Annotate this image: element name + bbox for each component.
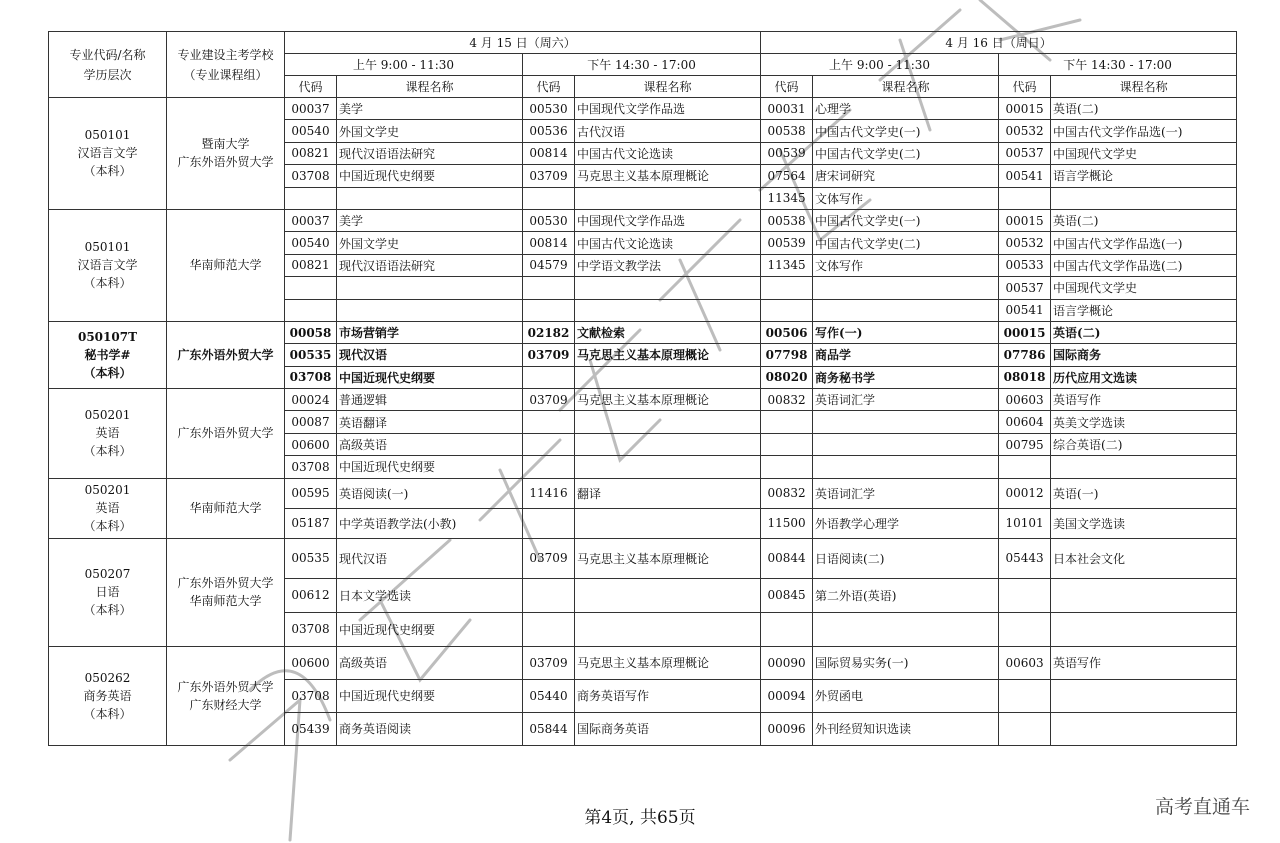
- course-code: [523, 411, 575, 433]
- course-name: [813, 277, 999, 299]
- course-code: 00506: [761, 321, 813, 343]
- major-cell: 050107T 秘书学# （本科）: [49, 321, 167, 388]
- course-name: 外国文学史: [337, 232, 523, 254]
- major-cell: 050201 英语 （本科）: [49, 478, 167, 538]
- course-code: 05439: [285, 712, 337, 745]
- course-name: 中国古代文学史(二): [813, 232, 999, 254]
- header-course: 课程名称: [337, 76, 523, 98]
- course-name: [1051, 712, 1237, 745]
- course-code: 11416: [523, 478, 575, 508]
- course-name: [813, 612, 999, 646]
- course-name: [1051, 612, 1237, 646]
- table-row: [49, 209, 1237, 231]
- header-day2: 4 月 16 日（周日）: [761, 32, 1237, 54]
- course-code: 10101: [999, 508, 1051, 538]
- course-code: 00094: [761, 679, 813, 712]
- course-code: 05440: [523, 679, 575, 712]
- course-code: 00832: [761, 478, 813, 508]
- course-code: [285, 187, 337, 209]
- table-row: [49, 98, 1237, 120]
- course-name: 商品学: [813, 344, 999, 366]
- course-name: 中国古代文学史(一): [813, 120, 999, 142]
- course-code: 00600: [285, 646, 337, 679]
- course-name: [813, 433, 999, 455]
- course-name: 国际商务: [1051, 344, 1237, 366]
- course-name: 英语写作: [1051, 389, 1237, 411]
- course-name: 国际商务英语: [575, 712, 761, 745]
- school-cell: 广东外语外贸大学: [167, 389, 285, 479]
- header-major: 专业代码/名称 学历层次: [49, 32, 167, 98]
- course-code: 00537: [999, 277, 1051, 299]
- header-day2-pm: 下午 14:30 - 17:00: [999, 54, 1237, 76]
- course-name: 马克思主义基本原理概论: [575, 344, 761, 366]
- course-name: 商务英语写作: [575, 679, 761, 712]
- table-row: [49, 321, 1237, 343]
- course-name: [813, 299, 999, 321]
- course-name: [575, 456, 761, 478]
- school-cell: 华南师范大学: [167, 478, 285, 538]
- course-code: 00015: [999, 209, 1051, 231]
- course-name: 第二外语(英语): [813, 578, 999, 612]
- course-name: 外贸函电: [813, 679, 999, 712]
- course-name: 高级英语: [337, 433, 523, 455]
- course-name: 现代汉语语法研究: [337, 142, 523, 164]
- course-name: [575, 277, 761, 299]
- course-name: [337, 187, 523, 209]
- course-name: 中国现代文学史: [1051, 142, 1237, 164]
- course-name: 中国现代文学史: [1051, 277, 1237, 299]
- school-cell: 广东外语外贸大学 广东财经大学: [167, 646, 285, 745]
- major-cell: 050262 商务英语 （本科）: [49, 646, 167, 745]
- course-code: 00603: [999, 389, 1051, 411]
- course-name: 中国现代文学作品选: [575, 209, 761, 231]
- course-code: 00539: [761, 142, 813, 164]
- course-code: [523, 508, 575, 538]
- course-name: 现代汉语: [337, 344, 523, 366]
- course-code: 00015: [999, 321, 1051, 343]
- course-code: 00533: [999, 254, 1051, 276]
- course-code: 00096: [761, 712, 813, 745]
- page-number: 第4页, 共65页: [584, 808, 696, 828]
- course-code: 00541: [999, 165, 1051, 187]
- course-code: [523, 187, 575, 209]
- course-code: 00540: [285, 120, 337, 142]
- course-name: 英语翻译: [337, 411, 523, 433]
- course-name: 综合英语(二): [1051, 433, 1237, 455]
- course-name: 中国现代文学作品选: [575, 98, 761, 120]
- course-code: 00012: [999, 478, 1051, 508]
- course-code: [999, 679, 1051, 712]
- major-cell: 050207 日语 （本科）: [49, 538, 167, 646]
- course-code: 00535: [285, 538, 337, 578]
- course-code: [523, 299, 575, 321]
- course-code: 03708: [285, 366, 337, 388]
- school-cell: 广东外语外贸大学: [167, 321, 285, 388]
- course-code: 07564: [761, 165, 813, 187]
- course-name: 唐宋词研究: [813, 165, 999, 187]
- course-name: [575, 612, 761, 646]
- course-name: [575, 411, 761, 433]
- header-code: 代码: [761, 76, 813, 98]
- course-code: 03709: [523, 646, 575, 679]
- course-name: 英语(二): [1051, 321, 1237, 343]
- course-code: 00530: [523, 98, 575, 120]
- course-name: 日本文学选读: [337, 578, 523, 612]
- course-code: [761, 433, 813, 455]
- course-code: 00037: [285, 98, 337, 120]
- course-code: 08020: [761, 366, 813, 388]
- course-code: 00814: [523, 232, 575, 254]
- course-code: 05187: [285, 508, 337, 538]
- course-name: 中学英语教学法(小教): [337, 508, 523, 538]
- course-code: 00603: [999, 646, 1051, 679]
- course-code: 00538: [761, 120, 813, 142]
- course-name: [813, 411, 999, 433]
- course-code: 07786: [999, 344, 1051, 366]
- course-code: 00037: [285, 209, 337, 231]
- course-code: 03709: [523, 389, 575, 411]
- exam-schedule-table: [48, 31, 1237, 746]
- course-name: 中国古代文学作品选(二): [1051, 254, 1237, 276]
- course-name: 美学: [337, 209, 523, 231]
- course-code: 08018: [999, 366, 1051, 388]
- course-code: 00530: [523, 209, 575, 231]
- course-name: 中国古代文论选读: [575, 232, 761, 254]
- course-code: 00845: [761, 578, 813, 612]
- course-code: 11345: [761, 254, 813, 276]
- course-name: 心理学: [813, 98, 999, 120]
- course-name: 英美文学选读: [1051, 411, 1237, 433]
- course-name: 中国近现代史纲要: [337, 366, 523, 388]
- course-name: [1051, 456, 1237, 478]
- course-name: 市场营销学: [337, 321, 523, 343]
- course-name: [575, 433, 761, 455]
- course-code: 03708: [285, 679, 337, 712]
- course-code: 00015: [999, 98, 1051, 120]
- course-code: 02182: [523, 321, 575, 343]
- header-course: 课程名称: [813, 76, 999, 98]
- course-name: 国际贸易实务(一): [813, 646, 999, 679]
- course-name: [813, 456, 999, 478]
- course-code: 07798: [761, 344, 813, 366]
- course-code: 00821: [285, 142, 337, 164]
- major-cell: 050101 汉语言文学 （本科）: [49, 209, 167, 321]
- course-code: [999, 187, 1051, 209]
- course-name: 普通逻辑: [337, 389, 523, 411]
- course-code: 00058: [285, 321, 337, 343]
- course-name: [575, 187, 761, 209]
- course-name: 中国古代文论选读: [575, 142, 761, 164]
- course-code: 03708: [285, 612, 337, 646]
- course-name: 商务英语阅读: [337, 712, 523, 745]
- course-name: 英语词汇学: [813, 389, 999, 411]
- course-name: 中国近现代史纲要: [337, 165, 523, 187]
- course-name: 外语教学心理学: [813, 508, 999, 538]
- course-code: 03709: [523, 538, 575, 578]
- course-code: 00532: [999, 120, 1051, 142]
- course-code: 00538: [761, 209, 813, 231]
- course-code: [523, 366, 575, 388]
- course-code: 11500: [761, 508, 813, 538]
- course-code: [999, 612, 1051, 646]
- course-code: 00024: [285, 389, 337, 411]
- course-code: [761, 411, 813, 433]
- course-name: 马克思主义基本原理概论: [575, 165, 761, 187]
- course-code: 03709: [523, 344, 575, 366]
- course-code: [761, 612, 813, 646]
- course-code: [523, 277, 575, 299]
- header-school: 专业建设主考学校 （专业课程组）: [167, 32, 285, 98]
- header-day1-am: 上午 9:00 - 11:30: [285, 54, 523, 76]
- school-cell: 暨南大学 广东外语外贸大学: [167, 98, 285, 210]
- course-name: 中国近现代史纲要: [337, 456, 523, 478]
- course-name: 现代汉语语法研究: [337, 254, 523, 276]
- course-code: 00821: [285, 254, 337, 276]
- course-code: [761, 299, 813, 321]
- course-name: [337, 299, 523, 321]
- course-name: 日语阅读(二): [813, 538, 999, 578]
- course-code: 03709: [523, 165, 575, 187]
- course-name: [1051, 679, 1237, 712]
- course-name: 马克思主义基本原理概论: [575, 538, 761, 578]
- brand-label: 高考直通车: [1154, 796, 1250, 818]
- major-cell: 050201 英语 （本科）: [49, 389, 167, 479]
- header-day1: 4 月 15 日（周六）: [285, 32, 761, 54]
- course-name: 美国文学选读: [1051, 508, 1237, 538]
- course-name: 美学: [337, 98, 523, 120]
- course-name: 高级英语: [337, 646, 523, 679]
- course-code: 11345: [761, 187, 813, 209]
- header-course: 课程名称: [575, 76, 761, 98]
- header-code: 代码: [523, 76, 575, 98]
- course-code: 00814: [523, 142, 575, 164]
- table-row: [49, 538, 1237, 578]
- course-name: [575, 366, 761, 388]
- course-name: 文献检索: [575, 321, 761, 343]
- course-code: 00540: [285, 232, 337, 254]
- major-cell: 050101 汉语言文学 （本科）: [49, 98, 167, 210]
- course-code: 03708: [285, 165, 337, 187]
- course-name: 英语阅读(一): [337, 478, 523, 508]
- schedule-body: [49, 98, 1237, 746]
- course-code: 03708: [285, 456, 337, 478]
- course-name: 英语(二): [1051, 209, 1237, 231]
- course-name: 现代汉语: [337, 538, 523, 578]
- course-name: 中国古代文学史(二): [813, 142, 999, 164]
- course-name: 商务秘书学: [813, 366, 999, 388]
- course-name: 中国近现代史纲要: [337, 612, 523, 646]
- course-name: 日本社会文化: [1051, 538, 1237, 578]
- course-code: 05844: [523, 712, 575, 745]
- course-name: 英语(一): [1051, 478, 1237, 508]
- header-course: 课程名称: [1051, 76, 1237, 98]
- course-name: 中国古代文学作品选(一): [1051, 120, 1237, 142]
- course-name: [1051, 187, 1237, 209]
- course-name: 文体写作: [813, 254, 999, 276]
- course-name: [575, 299, 761, 321]
- course-code: 00844: [761, 538, 813, 578]
- course-name: 中国近现代史纲要: [337, 679, 523, 712]
- course-name: 外刊经贸知识选读: [813, 712, 999, 745]
- course-name: 写作(一): [813, 321, 999, 343]
- course-name: 历代应用文选读: [1051, 366, 1237, 388]
- course-name: 语言学概论: [1051, 299, 1237, 321]
- course-name: 外国文学史: [337, 120, 523, 142]
- table-row: [49, 646, 1237, 679]
- header-code: 代码: [285, 76, 337, 98]
- course-code: 00595: [285, 478, 337, 508]
- course-code: 00031: [761, 98, 813, 120]
- course-name: 文体写作: [813, 187, 999, 209]
- course-code: [761, 456, 813, 478]
- course-name: [1051, 578, 1237, 612]
- course-name: 古代汉语: [575, 120, 761, 142]
- course-name: 语言学概论: [1051, 165, 1237, 187]
- course-code: [523, 578, 575, 612]
- course-code: 00541: [999, 299, 1051, 321]
- course-code: [523, 433, 575, 455]
- course-code: [523, 456, 575, 478]
- course-name: 英语词汇学: [813, 478, 999, 508]
- course-code: 00535: [285, 344, 337, 366]
- course-code: [285, 299, 337, 321]
- table-row: [49, 478, 1237, 508]
- course-name: 中国古代文学史(一): [813, 209, 999, 231]
- table-row: [49, 389, 1237, 411]
- course-name: 翻译: [575, 478, 761, 508]
- course-name: 英语写作: [1051, 646, 1237, 679]
- school-cell: 广东外语外贸大学 华南师范大学: [167, 538, 285, 646]
- course-name: 英语(二): [1051, 98, 1237, 120]
- course-code: [285, 277, 337, 299]
- course-code: [999, 456, 1051, 478]
- course-code: 00087: [285, 411, 337, 433]
- course-name: 中学语文教学法: [575, 254, 761, 276]
- course-code: 00532: [999, 232, 1051, 254]
- course-name: [575, 578, 761, 612]
- course-name: 中国古代文学作品选(一): [1051, 232, 1237, 254]
- school-cell: 华南师范大学: [167, 209, 285, 321]
- course-code: 00090: [761, 646, 813, 679]
- course-code: 05443: [999, 538, 1051, 578]
- course-code: 00612: [285, 578, 337, 612]
- course-code: 04579: [523, 254, 575, 276]
- course-code: [999, 578, 1051, 612]
- course-code: 00604: [999, 411, 1051, 433]
- course-code: [523, 612, 575, 646]
- course-code: 00795: [999, 433, 1051, 455]
- course-code: 00536: [523, 120, 575, 142]
- course-code: [761, 277, 813, 299]
- header-code: 代码: [999, 76, 1051, 98]
- header-day1-pm: 下午 14:30 - 17:00: [523, 54, 761, 76]
- course-code: 00600: [285, 433, 337, 455]
- course-code: 00832: [761, 389, 813, 411]
- course-name: 马克思主义基本原理概论: [575, 646, 761, 679]
- course-code: 00537: [999, 142, 1051, 164]
- course-code: 00539: [761, 232, 813, 254]
- course-name: [575, 508, 761, 538]
- course-code: [999, 712, 1051, 745]
- course-name: 马克思主义基本原理概论: [575, 389, 761, 411]
- course-name: [337, 277, 523, 299]
- header-day2-am: 上午 9:00 - 11:30: [761, 54, 999, 76]
